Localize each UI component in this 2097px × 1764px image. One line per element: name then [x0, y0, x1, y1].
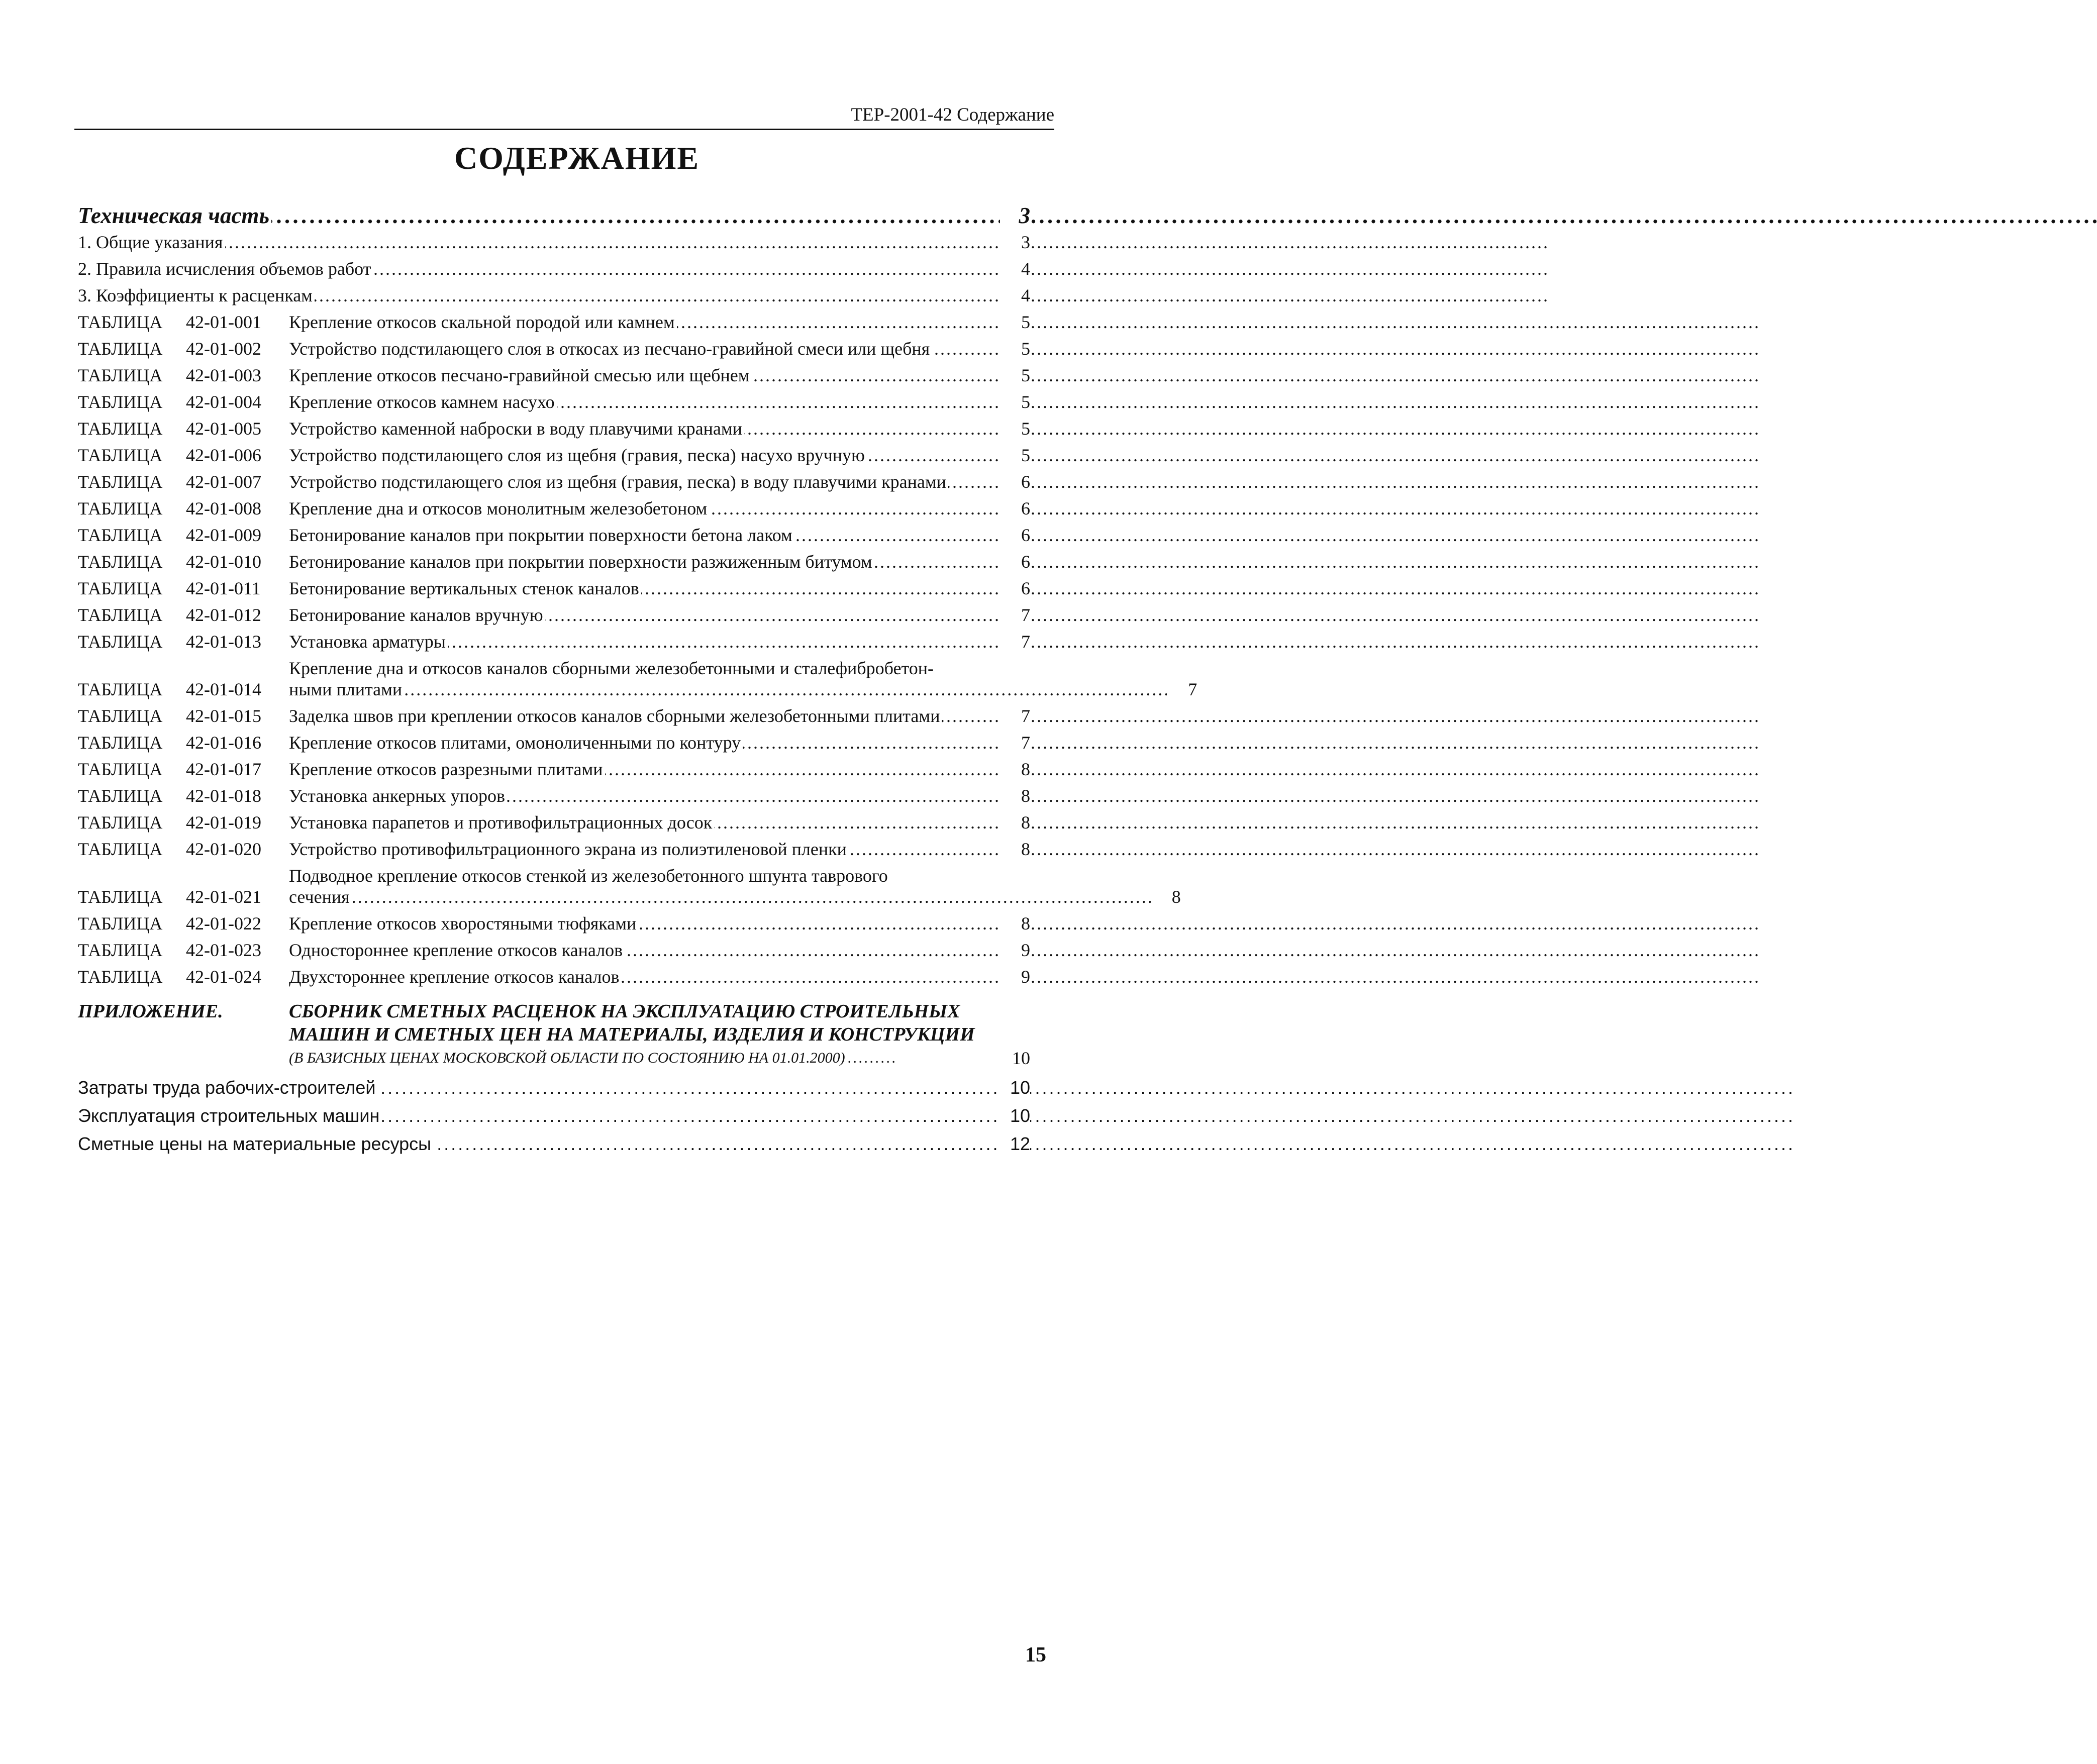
toc-entry-title: 3. Коэффициенты к расценкам: [78, 285, 315, 305]
toc-page: 7: [1000, 604, 1030, 626]
toc-entry-word: ТАБЛИЦА: [78, 419, 163, 439]
toc-entry-code: 42-01-005: [186, 419, 261, 439]
toc-entry-word: ТАБЛИЦА: [78, 887, 163, 907]
toc-page: 5: [1000, 338, 1030, 359]
toc-entry-title: Крепление откосов песчано-гравийной смесью или щебнем: [289, 365, 752, 385]
toc-entry-word: ТАБЛИЦА: [78, 913, 163, 933]
toc-entry-code: 42-01-013: [186, 632, 261, 652]
toc-page: 6: [1000, 498, 1030, 519]
toc-entry-table-021[interactable]: ТАБЛИЦА 42-01-021 Подводное крепление откосов стенкой из железобетонного шпунта таврового сечения . . . . . . . . . . . . . . . . . . . . . . . . . . . . . . . . . . . . . . . . . . . . . . . . . . . . . . . . . . . . . . . . . . . . . . . . . . . . . . . . . . . . . . . . . . . . . . . . . . . . . . . . . . . . . . . . . . . . . . . . . . . . . . . . . . . . . 8: [78, 866, 1181, 907]
toc-entry-title: Бетонирование каналов при покрытии поверхности разжиженным битумом: [289, 552, 874, 572]
table-of-contents: [78, 195, 1197, 987]
toc-entry-general[interactable]: [78, 226, 1030, 253]
toc-entry-word: ТАБЛИЦА: [78, 632, 163, 652]
toc-entry-title: Заделка швов при креплении откосов каналов сборными железобетонными плитами: [289, 706, 942, 726]
toc-entry-word: ТАБЛИЦА: [78, 498, 163, 518]
toc-entry-word: ТАБЛИЦА: [78, 759, 163, 779]
toc-entry-title: Бетонирование каналов при покрытии поверхности бетона лаком: [289, 525, 794, 545]
toc-entry-word: ТАБЛИЦА: [78, 812, 163, 833]
toc-entry-title-line1: Подводное крепление откосов стенкой из железобетонного шпунта таврового: [289, 866, 888, 886]
toc-page: 5: [1000, 312, 1030, 333]
toc-entry-code: 42-01-009: [186, 525, 261, 545]
toc-page: 10: [1000, 1105, 1030, 1126]
toc-page: 5: [1000, 418, 1030, 439]
toc-entry-title-line2: ными плитами: [289, 679, 404, 699]
toc-entry-title: Крепление откосов хворостяными тюфяками: [289, 913, 638, 933]
toc-entry-table[interactable]: [78, 599, 1030, 626]
toc-entry-title: Крепление откосов камнем насухо: [289, 392, 557, 412]
toc-entry-word: ТАБЛИЦА: [78, 605, 163, 625]
toc-entry-code: 42-01-002: [186, 339, 261, 359]
toc-entry-table[interactable]: [78, 439, 1030, 466]
toc-entry-code: 42-01-012: [186, 605, 261, 625]
page-title: СОДЕРЖАНИЕ: [454, 140, 700, 176]
toc-entry-title: Установка анкерных упоров: [289, 786, 507, 806]
toc-page: 6: [1000, 471, 1030, 492]
toc-entry-word: ТАБЛИЦА: [78, 967, 163, 987]
toc-page: 10: [1000, 1046, 1030, 1070]
toc-entry-table[interactable]: [78, 359, 1030, 386]
toc-section-technical[interactable]: [78, 195, 1030, 226]
toc-page: 8: [1000, 839, 1030, 860]
toc-entry-table[interactable]: [78, 934, 1030, 961]
toc-entry-table[interactable]: [78, 519, 1030, 546]
appendix-subtitle: (В БАЗИСНЫХ ЦЕНАХ МОСКОВСКОЙ ОБЛАСТИ ПО СОСТОЯНИЮ НА 01.01.2000): [289, 1050, 845, 1066]
toc-entry-word: ТАБЛИЦА: [78, 578, 163, 598]
toc-entry-title: Крепление откосов плитами, омоноличенными по контуру: [289, 733, 743, 753]
toc-entry-title: Устройство подстилающего слоя в откосах из песчано-гравийной смеси или щебня: [289, 339, 932, 359]
toc-entry-title: Двухстороннее крепление откосов каналов: [289, 967, 621, 987]
toc-entry-title-line1: Крепление дна и откосов каналов сборными железобетонными и сталефибробетон-: [289, 658, 934, 678]
toc-entry-code: 42-01-020: [186, 839, 261, 859]
toc-entry-title: Устройство подстилающего слоя из щебня (гравия, песка) в воду плавучими кранами: [289, 472, 948, 492]
toc-page: 12: [1000, 1133, 1030, 1155]
toc-entry-code: 42-01-008: [186, 498, 261, 518]
toc-entry-code: 42-01-014: [186, 679, 261, 699]
toc-page: 8: [1000, 785, 1030, 806]
toc-entry-word: ТАБЛИЦА: [78, 472, 163, 492]
appendix-label: ПРИЛОЖЕНИЕ.: [78, 1001, 223, 1022]
toc-entry-title: Сметные цены на материальные ресурсы: [78, 1133, 433, 1154]
toc-entry-code: 42-01-007: [186, 472, 261, 492]
toc-entry-table[interactable]: [78, 700, 1030, 727]
page-number: 15: [1025, 1643, 1046, 1667]
toc-entry-code: 42-01-019: [186, 812, 261, 833]
toc-entry-title: Устройство каменной наброски в воду плавучими кранами: [289, 419, 744, 439]
toc-entry-word: ТАБЛИЦА: [78, 392, 163, 412]
toc-entry-table[interactable]: [78, 572, 1030, 599]
toc-entry-appendix[interactable]: (В БАЗИСНЫХ ЦЕНАХ МОСКОВСКОЙ ОБЛАСТИ ПО СОСТОЯНИЮ НА 01.01.2000) . . . . . . . . . 10: [289, 1046, 1030, 1070]
toc-entry-table[interactable]: [78, 907, 1030, 934]
toc-entry-title: 2. Правила исчисления объемов работ: [78, 259, 373, 279]
appendix-title-line1: СБОРНИК СМЕТНЫХ РАСЦЕНОК НА ЭКСПЛУАТАЦИЮ СТРОИТЕЛЬНЫХ: [289, 1001, 960, 1022]
toc-entry-word: ТАБЛИЦА: [78, 312, 163, 332]
toc-entry-title: Эксплуатация строительных машин: [78, 1105, 381, 1126]
toc-entry-word: ТАБЛИЦА: [78, 339, 163, 359]
toc-entry-title: Крепление откосов разрезными плитами: [289, 759, 605, 779]
toc-page: 5: [1000, 365, 1030, 386]
toc-entry-code: 42-01-018: [186, 786, 261, 806]
toc-page: 6: [1000, 525, 1030, 546]
toc-entry-table[interactable]: [78, 806, 1030, 833]
toc-entry-word: ТАБЛИЦА: [78, 679, 163, 699]
toc-entry-title: Бетонирование каналов вручную: [289, 605, 545, 625]
toc-entry-code: 42-01-023: [186, 940, 261, 960]
toc-entry-general[interactable]: [78, 279, 1030, 306]
toc-page: 9: [1000, 940, 1030, 961]
toc-page: 6: [1000, 578, 1030, 599]
toc-entry-appendix-item[interactable]: [78, 1070, 1030, 1098]
toc-entry-title: Крепление откосов скальной породой или камнем: [289, 312, 677, 332]
toc-entry-table[interactable]: [78, 961, 1030, 987]
appendix-block: [78, 1000, 1030, 1155]
toc-page: 3: [1000, 232, 1030, 253]
toc-page: 8: [1000, 759, 1030, 780]
toc-entry-table[interactable]: [78, 546, 1030, 572]
toc-entry-code: 42-01-015: [186, 706, 261, 726]
running-header: ТЕР-2001-42 Содержание: [74, 103, 1054, 130]
toc-entry-word: ТАБЛИЦА: [78, 839, 163, 859]
toc-page: 8: [1000, 812, 1030, 833]
toc-entry-table[interactable]: [78, 492, 1030, 519]
toc-entry-word: ТАБЛИЦА: [78, 365, 163, 385]
toc-entry-word: ТАБЛИЦА: [78, 940, 163, 960]
toc-entry-title: Установка арматуры: [289, 632, 448, 652]
toc-entry-title: Устройство противофильтрационного экрана из полиэтиленовой пленки: [289, 839, 849, 859]
toc-page: 3: [1000, 205, 1030, 226]
toc-entry-title: Крепление дна и откосов монолитным железобетоном: [289, 498, 709, 518]
toc-entry-code: 42-01-022: [186, 913, 261, 933]
toc-entry-table[interactable]: [78, 333, 1030, 359]
toc-entry-table[interactable]: [78, 386, 1030, 412]
toc-entry-title: Затраты труда рабочих-строителей: [78, 1077, 377, 1098]
toc-entry-title: Бетонирование вертикальных стенок каналов: [289, 578, 641, 598]
toc-entry-code: 42-01-001: [186, 312, 261, 332]
toc-entry-word: ТАБЛИЦА: [78, 552, 163, 572]
toc-entry-appendix-item[interactable]: [78, 1098, 1030, 1126]
toc-entry-title: Одностороннее крепление откосов каналов: [289, 940, 625, 960]
toc-page: 7: [1167, 679, 1197, 700]
toc-entry-word: ТАБЛИЦА: [78, 525, 163, 545]
toc-entry-code: 42-01-011: [186, 578, 261, 598]
toc-entry-word: ТАБЛИЦА: [78, 786, 163, 806]
toc-page: 5: [1000, 445, 1030, 466]
toc-entry-table[interactable]: [78, 626, 1030, 652]
toc-page: 5: [1000, 391, 1030, 412]
toc-entry-code: 42-01-016: [186, 733, 261, 753]
toc-entry-code: 42-01-024: [186, 967, 261, 987]
appendix-title-line2: МАШИН И СМЕТНЫХ ЦЕН НА МАТЕРИАЛЫ, ИЗДЕЛИЯ И КОНСТРУКЦИИ: [289, 1024, 975, 1045]
toc-entry-code: 42-01-017: [186, 759, 261, 779]
toc-entry-code: 42-01-004: [186, 392, 261, 412]
toc-page: 10: [1000, 1077, 1030, 1098]
toc-entry-code: 42-01-006: [186, 445, 261, 465]
toc-entry-word: ТАБЛИЦА: [78, 733, 163, 753]
toc-page: 4: [1000, 285, 1030, 306]
toc-entry-title: Устройство подстилающего слоя из щебня (гравия, песка) насухо вручную: [289, 445, 867, 465]
toc-entry-table[interactable]: [78, 412, 1030, 439]
toc-entry-word: ТАБЛИЦА: [78, 445, 163, 465]
toc-entry-appendix-item[interactable]: [78, 1126, 1030, 1155]
toc-entry-title: Установка парапетов и противофильтрационных досок: [289, 812, 714, 833]
toc-entry-title: 1. Общие указания: [78, 232, 225, 252]
toc-page: 7: [1000, 705, 1030, 727]
toc-entry-general[interactable]: [78, 253, 1030, 279]
toc-page: 4: [1000, 258, 1030, 279]
toc-entry-title-line2: сечения: [289, 887, 352, 907]
toc-entry-word: ТАБЛИЦА: [78, 706, 163, 726]
toc-entry-code: 42-01-021: [186, 887, 261, 907]
toc-entry-table[interactable]: [78, 727, 1030, 753]
toc-page: 9: [1000, 966, 1030, 987]
toc-entry-table[interactable]: [78, 753, 1030, 780]
toc-page: 6: [1000, 551, 1030, 572]
toc-entry-code: 42-01-010: [186, 552, 261, 572]
toc-entry-table[interactable]: [78, 466, 1030, 492]
toc-section-label: Техническая часть: [78, 203, 271, 228]
toc-entry-code: 42-01-003: [186, 365, 261, 385]
toc-page: 7: [1000, 732, 1030, 753]
toc-page: 8: [1000, 913, 1030, 934]
toc-page: 8: [1151, 886, 1181, 907]
toc-entry-table[interactable]: [78, 780, 1030, 806]
toc-entry-table-014[interactable]: ТАБЛИЦА 42-01-014 Крепление дна и откосов каналов сборными железобетонными и сталефибробетон- ными плитами . . . . . . . . . . . . . . . . . . . . . . . . . . . . . . . . . . . . . . . . . . . . . . . . . . . . . . . . . . . . . . . . . . . . . . . . . . . . . . . . . . . . . . . . . . . . . . . . . . . . . . . . . . . . . . . . . . . . . . . . . . . . . . . 7: [78, 658, 1197, 699]
toc-page: 7: [1000, 631, 1030, 652]
toc-entry-table[interactable]: [78, 306, 1030, 333]
toc-entry-table[interactable]: [78, 833, 1030, 860]
